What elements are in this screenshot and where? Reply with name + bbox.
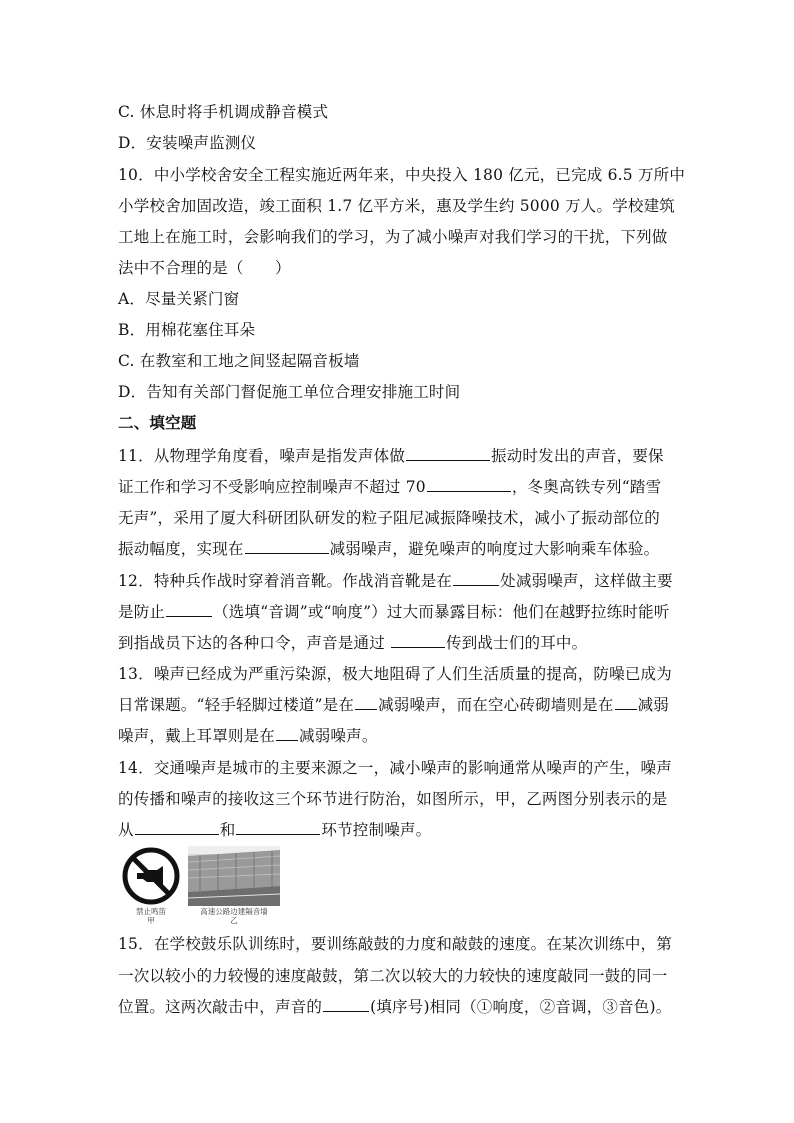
question-11-line-3: [118, 508, 688, 528]
answer-blank[interactable]: [276, 726, 298, 741]
question-text: 证工作和学习不受影响应控制噪声不超过 70: [118, 478, 426, 496]
option-c-q9: [118, 102, 688, 122]
question-text: 10．中小学校舍安全工程实施近两年来，中央投入 180 亿元，已完成 6.5 万所中: [118, 166, 686, 184]
answer-blank[interactable]: [406, 446, 490, 461]
figure-yi-caption: 高速公路边建隔音墙: [200, 907, 268, 916]
question-text: 减弱噪声，而在空心砖砌墙则是在: [378, 696, 614, 714]
question-13-line-2: [118, 695, 688, 715]
question-text: 12．特种兵作战时穿着消音靴。作战消音靴是在: [118, 572, 453, 590]
question-text: 日常课题。“轻手轻脚过楼道”是在: [118, 696, 355, 714]
question-text: 一次以较小的力较慢的速度敲鼓，第二次以较大的力较快的速度敲同一鼓的同一: [118, 967, 668, 985]
option-text: B．用棉花塞住耳朵: [118, 321, 256, 339]
figure-jia-label: 甲: [147, 916, 155, 925]
question-text: 15．在学校鼓乐队训练时，要训练敲鼓的力度和敲鼓的速度。在某次训练中，第: [118, 935, 672, 953]
question-14-line-1: [118, 758, 688, 778]
question-10-line-3: [118, 227, 688, 247]
question-text: 处减弱噪声，这样做主要: [500, 572, 673, 590]
question-text: 小学校舍加固改造，竣工面积 1.7 亿平方米，惠及学生约 5000 万人。学校建筑: [118, 197, 676, 215]
figure-jia: [120, 846, 182, 924]
option-a-q10: [118, 289, 688, 309]
option-text: D．安装噪声监测仪: [118, 134, 257, 152]
question-text: 减弱噪声。: [299, 727, 378, 745]
answer-blank[interactable]: [135, 820, 219, 835]
question-text: 14．交通噪声是城市的主要来源之一，减小噪声的影响通常从噪声的产生，噪声: [118, 759, 672, 777]
section-heading-fill-in: [118, 413, 688, 433]
question-text: （选填“音调”或“响度”）过大而暴露目标：他们在越野拉练时能听: [213, 603, 670, 621]
option-text: A．尽量关紧门窗: [118, 290, 240, 308]
question-text: 11．从物理学角度看，噪声是指发声体做: [118, 447, 406, 465]
question-text: 到指战员下达的各种口令，声音是通过: [118, 634, 391, 652]
option-b-q10: [118, 320, 688, 340]
question-13-line-3: [118, 726, 688, 746]
no-honking-sign-icon: [120, 846, 182, 906]
question-text: 振动时发出的声音，要保: [491, 447, 664, 465]
question-15-line-2: [118, 966, 688, 986]
sound-barrier-photo: [188, 846, 280, 906]
question-text: 无声”，采用了厦大科研团队研发的粒子阻尼减振降噪技术，减小了振动部位的: [118, 509, 660, 527]
question-10-line-2: [118, 196, 688, 216]
question-text: 是防止: [118, 603, 166, 621]
answer-blank[interactable]: [236, 820, 320, 835]
question-text: 传到战士们的耳中。: [446, 634, 588, 652]
option-text: D．告知有关部门督促施工单位合理安排施工时间: [118, 383, 461, 401]
question-12-line-3: [118, 633, 688, 653]
option-text: C. 在教室和工地之间竖起隔音板墙: [118, 352, 360, 370]
question-text: 减弱: [637, 696, 669, 714]
option-d-q10: [118, 382, 688, 402]
option-c-q10: [118, 351, 688, 371]
question-12-line-2: [118, 602, 688, 622]
section-title: 二、填空题: [118, 413, 197, 432]
question-11-line-1: [118, 446, 688, 466]
option-d-q9: [118, 133, 688, 153]
question-text: 位置。这两次敲击中，声音的: [118, 998, 323, 1016]
question-text: 环节控制噪声。: [321, 821, 432, 839]
figure-jia-caption: 禁止鸣笛: [136, 907, 166, 916]
question-text: 减弱噪声，避免噪声的响度过大影响乘车体验。: [329, 540, 660, 558]
question-10-line-4: [118, 258, 688, 278]
question-text: ，冬奥高铁专列“踏雪: [511, 478, 662, 496]
question-text: (填序号)相同（①响度，②音调，③音色)。: [370, 998, 672, 1016]
option-text: C. 休息时将手机调成静音模式: [118, 103, 329, 121]
question-11-line-2: [118, 477, 688, 497]
question-13-line-1: [118, 664, 688, 684]
question-14-figures: [118, 846, 288, 924]
question-14-line-2: [118, 789, 688, 809]
question-text: 从: [118, 821, 134, 839]
answer-blank[interactable]: [453, 571, 499, 586]
question-text: 13．噪声已经成为严重污染源，极大地阻碍了人们生活质量的提高，防噪已成为: [118, 665, 672, 683]
answer-blank[interactable]: [615, 695, 637, 710]
answer-blank[interactable]: [245, 539, 329, 554]
question-text: 噪声，戴上耳罩则是在: [118, 727, 276, 745]
answer-blank[interactable]: [355, 695, 377, 710]
question-12-line-1: [118, 571, 688, 591]
question-15-line-1: [118, 934, 688, 954]
answer-blank[interactable]: [427, 477, 511, 492]
answer-blank[interactable]: [391, 633, 445, 648]
question-10-line-1: [118, 165, 688, 185]
figure-yi: [188, 846, 280, 924]
answer-blank[interactable]: [166, 602, 212, 617]
question-text: 法中不合理的是（ ）: [118, 259, 291, 277]
question-15-line-3: [118, 997, 688, 1017]
question-text: 和: [219, 821, 236, 839]
question-text: 工地上在施工时，会影响我们的学习，为了减小噪声对我们学习的干扰，下列做: [118, 228, 668, 246]
question-11-line-4: [118, 539, 688, 559]
figure-yi-label: 乙: [230, 916, 238, 925]
answer-blank[interactable]: [323, 997, 369, 1012]
question-text: 的传播和噪声的接收这三个环节进行防治，如图所示，甲，乙两图分别表示的是: [118, 790, 668, 808]
question-text: 振动幅度，实现在: [118, 540, 244, 558]
question-14-line-3: [118, 820, 688, 840]
